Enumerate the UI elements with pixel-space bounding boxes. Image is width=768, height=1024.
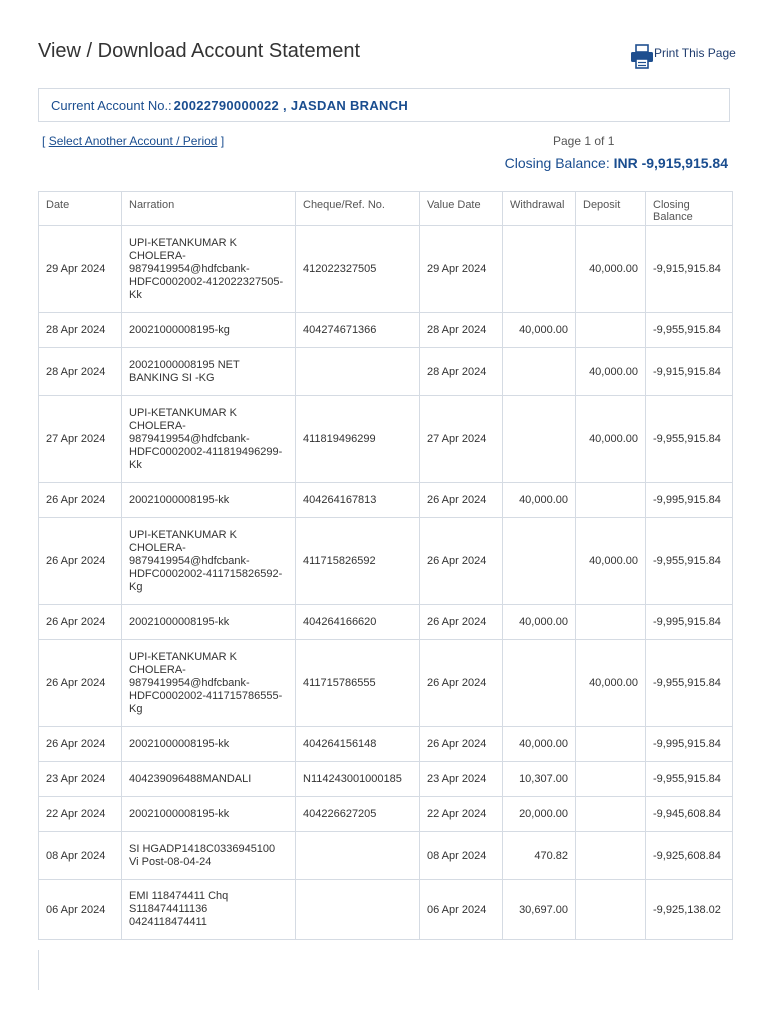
row-closing-balance: -9,955,915.84 (646, 518, 733, 605)
row-date: 26 Apr 2024 (39, 518, 122, 605)
table-header-row (39, 192, 733, 226)
row-ref: 404226627205 (296, 797, 420, 832)
row-narration: 20021000008195-kk (122, 605, 296, 640)
row-closing-balance: -9,995,915.84 (646, 483, 733, 518)
row-withdrawal (503, 226, 576, 313)
account-number-value: 20022790000022 , JASDAN BRANCH (173, 97, 409, 113)
row-value-date: 26 Apr 2024 (420, 727, 503, 762)
page-indicator: Page 1 of 1 (553, 134, 615, 148)
row-ref: N114243001000185 (296, 762, 420, 797)
row-narration: 20021000008195-kg (122, 313, 296, 348)
row-value-date: 27 Apr 2024 (420, 396, 503, 483)
table-row (39, 605, 733, 640)
table-row (39, 518, 733, 605)
row-ref: 404264167813 (296, 483, 420, 518)
row-closing-balance: -9,955,915.84 (646, 762, 733, 797)
row-withdrawal (503, 518, 576, 605)
row-withdrawal: 30,697.00 (503, 880, 576, 940)
row-date: 23 Apr 2024 (39, 762, 122, 797)
row-closing-balance: -9,925,138.02 (646, 880, 733, 940)
row-closing-balance: -9,945,608.84 (646, 797, 733, 832)
row-ref: 404274671366 (296, 313, 420, 348)
row-closing-balance: -9,955,915.84 (646, 396, 733, 483)
table-row (39, 640, 733, 727)
row-narration: UPI-KETANKUMAR K CHOLERA- 9879419954@hdfcbank- HDFC0002002-411715826592- Kg (122, 518, 296, 605)
row-narration: 404239096488MANDALI (122, 762, 296, 797)
row-closing-balance: -9,955,915.84 (646, 313, 733, 348)
row-date: 26 Apr 2024 (39, 727, 122, 762)
row-date: 28 Apr 2024 (39, 313, 122, 348)
table-continuation-border (38, 950, 40, 990)
closing-balance (505, 155, 728, 171)
row-date: 08 Apr 2024 (39, 832, 122, 880)
row-date: 06 Apr 2024 (39, 880, 122, 940)
row-deposit (576, 313, 646, 348)
table-row (39, 483, 733, 518)
row-narration: UPI-KETANKUMAR K CHOLERA- 9879419954@hdfcbank- HDFC0002002-411715786555- Kg (122, 640, 296, 727)
table-row (39, 762, 733, 797)
row-ref (296, 832, 420, 880)
table-row (39, 832, 733, 880)
row-ref: 411715786555 (296, 640, 420, 727)
row-date: 27 Apr 2024 (39, 396, 122, 483)
row-ref: 404264156148 (296, 727, 420, 762)
table-row (39, 727, 733, 762)
page-title: View / Download Account Statement (38, 40, 361, 62)
row-deposit: 40,000.00 (576, 348, 646, 396)
row-date: 22 Apr 2024 (39, 797, 122, 832)
row-ref: 411715826592 (296, 518, 420, 605)
row-deposit (576, 762, 646, 797)
row-closing-balance: -9,925,608.84 (646, 832, 733, 880)
row-ref (296, 348, 420, 396)
row-date: 28 Apr 2024 (39, 348, 122, 396)
table-row (39, 880, 733, 940)
row-withdrawal: 10,307.00 (503, 762, 576, 797)
row-deposit (576, 605, 646, 640)
row-value-date: 06 Apr 2024 (420, 880, 503, 940)
row-withdrawal (503, 396, 576, 483)
row-deposit: 40,000.00 (576, 396, 646, 483)
row-value-date: 28 Apr 2024 (420, 348, 503, 396)
account-info-box (38, 88, 730, 122)
row-deposit: 40,000.00 (576, 226, 646, 313)
row-value-date: 28 Apr 2024 (420, 313, 503, 348)
row-ref (296, 880, 420, 940)
column-header-ref: Cheque/Ref. No. (296, 192, 420, 226)
row-deposit (576, 880, 646, 940)
row-withdrawal: 40,000.00 (503, 727, 576, 762)
row-value-date: 26 Apr 2024 (420, 518, 503, 605)
row-closing-balance: -9,995,915.84 (646, 727, 733, 762)
row-deposit (576, 832, 646, 880)
row-closing-balance: -9,915,915.84 (646, 226, 733, 313)
select-account-nav (42, 134, 224, 148)
select-another-account-link[interactable]: Select Another Account / Period (48, 134, 218, 148)
row-narration: EMI 118474411 Chq S118474411136 0424118474411 (122, 880, 296, 940)
table-row (39, 313, 733, 348)
row-withdrawal: 20,000.00 (503, 797, 576, 832)
table-row (39, 348, 733, 396)
row-date: 26 Apr 2024 (39, 640, 122, 727)
row-narration: 20021000008195 NET BANKING SI -KG (122, 348, 296, 396)
row-withdrawal (503, 640, 576, 727)
row-closing-balance: -9,915,915.84 (646, 348, 733, 396)
column-header-closing-balance: Closing Balance (646, 192, 733, 226)
row-value-date: 26 Apr 2024 (420, 640, 503, 727)
closing-balance-amount: INR -9,915,915.84 (613, 155, 728, 171)
bracket-open: [ (42, 134, 46, 148)
row-withdrawal: 40,000.00 (503, 605, 576, 640)
row-date: 26 Apr 2024 (39, 483, 122, 518)
row-date: 26 Apr 2024 (39, 605, 122, 640)
print-button[interactable] (630, 44, 736, 70)
row-deposit (576, 797, 646, 832)
table-row (39, 797, 733, 832)
column-header-narration: Narration (122, 192, 296, 226)
row-deposit: 40,000.00 (576, 518, 646, 605)
row-value-date: 26 Apr 2024 (420, 605, 503, 640)
account-number-label: Current Account No.: (51, 97, 172, 113)
column-header-value-date: Value Date (420, 192, 503, 226)
row-deposit (576, 727, 646, 762)
row-deposit: 40,000.00 (576, 640, 646, 727)
row-ref: 412022327505 (296, 226, 420, 313)
column-header-withdrawal: Withdrawal (503, 192, 576, 226)
row-closing-balance: -9,995,915.84 (646, 605, 733, 640)
row-withdrawal (503, 348, 576, 396)
row-withdrawal: 40,000.00 (503, 313, 576, 348)
statement-table-body (39, 226, 733, 940)
table-row (39, 396, 733, 483)
row-narration: 20021000008195-kk (122, 727, 296, 762)
row-narration: 20021000008195-kk (122, 483, 296, 518)
bracket-close: ] (220, 134, 225, 148)
row-value-date: 22 Apr 2024 (420, 797, 503, 832)
row-closing-balance: -9,955,915.84 (646, 640, 733, 727)
row-narration: SI HGADP1418C0336945100 Vi Post-08-04-24 (122, 832, 296, 880)
row-value-date: 26 Apr 2024 (420, 483, 503, 518)
row-withdrawal: 470.82 (503, 832, 576, 880)
table-row (39, 226, 733, 313)
row-value-date: 08 Apr 2024 (420, 832, 503, 880)
statement-table (38, 191, 733, 940)
column-header-date: Date (39, 192, 122, 226)
row-narration: 20021000008195-kk (122, 797, 296, 832)
closing-balance-label: Closing Balance: (504, 155, 610, 171)
row-ref: 404264166620 (296, 605, 420, 640)
row-narration: UPI-KETANKUMAR K CHOLERA- 9879419954@hdfcbank- HDFC0002002-411819496299- Kk (122, 396, 296, 483)
row-narration: UPI-KETANKUMAR K CHOLERA- 9879419954@hdfcbank- HDFC0002002-412022327505- Kk (122, 226, 296, 313)
row-ref: 411819496299 (296, 396, 420, 483)
row-value-date: 29 Apr 2024 (420, 226, 503, 313)
row-date: 29 Apr 2024 (39, 226, 122, 313)
row-value-date: 23 Apr 2024 (420, 762, 503, 797)
column-header-deposit: Deposit (576, 192, 646, 226)
printer-icon (630, 44, 654, 70)
row-deposit (576, 483, 646, 518)
row-withdrawal: 40,000.00 (503, 483, 576, 518)
print-button-label: Print This Page (654, 46, 736, 60)
